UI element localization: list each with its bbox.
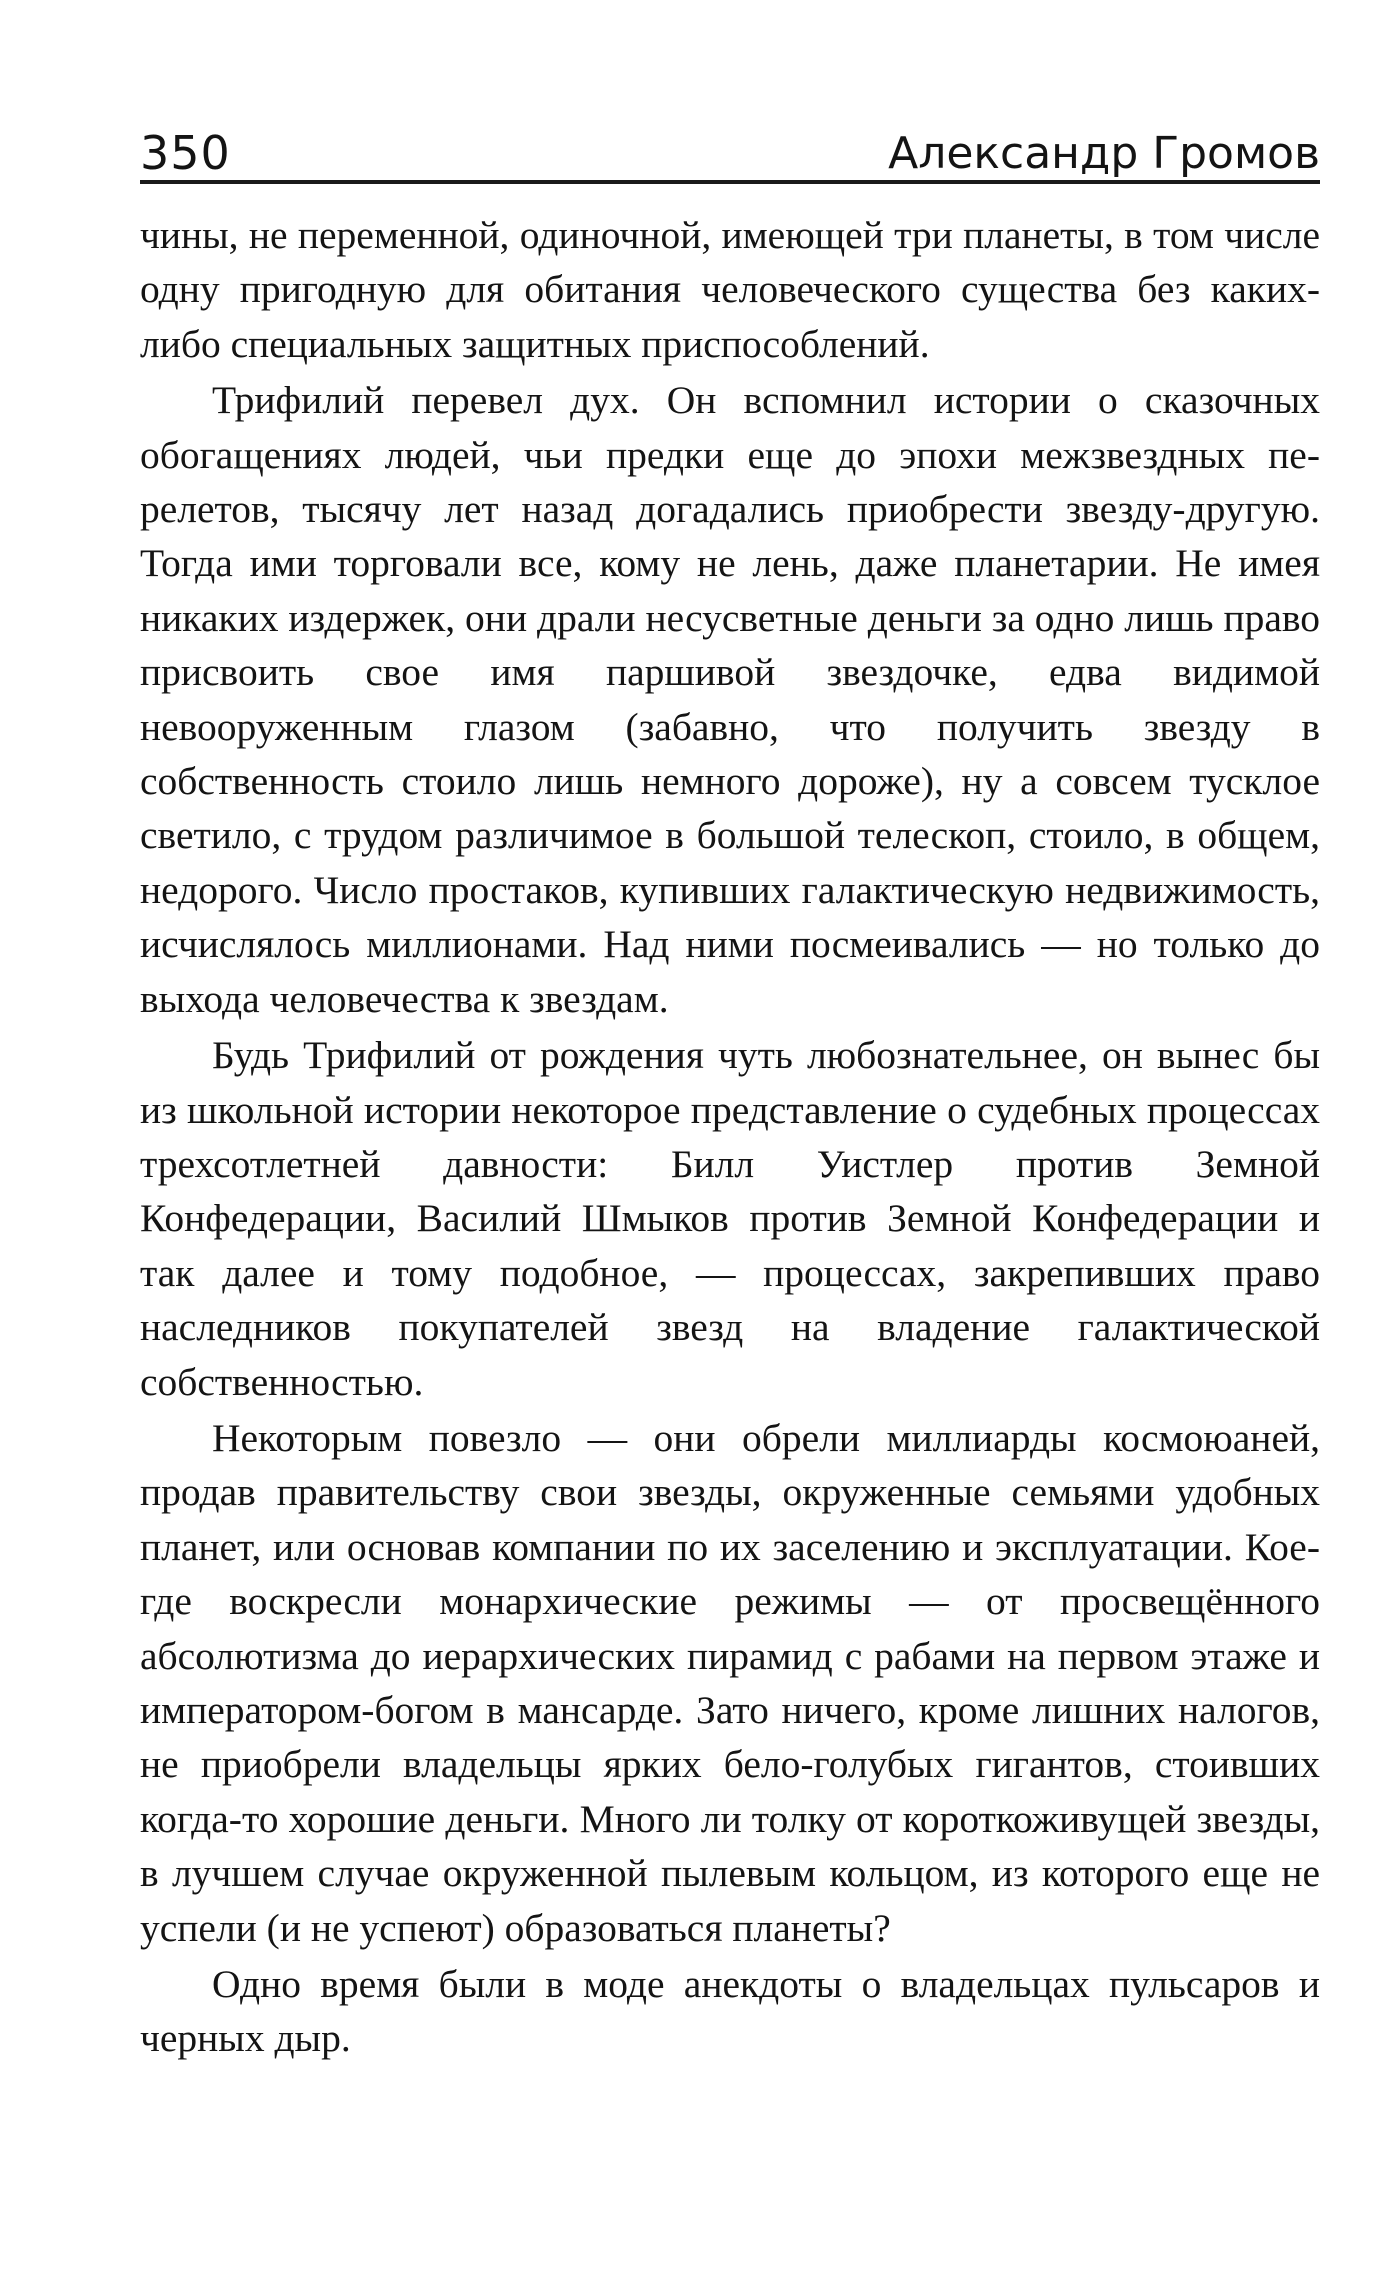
- paragraph: Одно время были в моде анекдоты о владельцах пульсаров и черных дыр.: [140, 1962, 1320, 2061]
- paragraph-continued: чины, не переменной, одиночной, имеющей три планеты, в том числе одну пригодную для обитания человеческого существа без каких-либо специальных защитных приспособлений.: [140, 213, 1320, 366]
- running-title: Александр Громов: [888, 128, 1320, 179]
- paragraph: Трифилий перевел дух. Он вспомнил истории о сказочных обогащениях людей, чьи предки еще до эпохи межзвездных перелетов, тысячу лет назад догадались приобрести звезду-другую. Тогда ими торговали все, кому не лень, даже планетарии. Не имея никаких издержек, они драли несусветные деньги за одно лишь право присвоить свое имя паршивой звездочке, едва видимой невооруженным глазом (забавно, что получить звезду в собственность стоило лишь немного дороже), ну а совсем тусклое светило, с трудом различимое в большой телескоп, стоило, в общем, недорого. Число простаков, купивших галактическую недвижимость, исчислялось миллионами. Над ними посмеивались — но только до выхода человечества к звездам.: [140, 378, 1320, 1021]
- book-page: [140, 118, 1320, 2066]
- paragraph: Будь Трифилий от рождения чуть любознательнее, он вынес бы из школьной истории некоторое представление о судебных процессах трехсотлетней давности: Билл Уистлер против Земной Конфедерации, Василий Шмыков против Земной Конфедерации и так далее и тому подобное, — процессах, закрепивших право наследников покупателей звезд на владение галактической собственностью.: [140, 1033, 1320, 1404]
- body-text: [140, 208, 1320, 2066]
- paragraph: Некоторым повезло — они обрели миллиарды космоюаней, продав правительству свои звезды, окруженные семьями удобных планет, или основав компании по их заселению и эксплуатации. Кое-где воскресли монархические режимы — от просвещённого абсолютизма до иерархических пирамид с рабами на первом этаже и императором-богом в мансарде. Зато ничего, кроме лишних налогов, не приобрели владельцы ярких бело-голубых гигантов, стоивших когда-то хорошие деньги. Много ли толку от короткоживущей звезды, в лучшем случае окруженной пылевым кольцом, из которого еще не успели (и не успеют) образоваться планеты?: [140, 1415, 1320, 1950]
- running-head: [140, 118, 1320, 184]
- page-number: 350: [140, 126, 231, 180]
